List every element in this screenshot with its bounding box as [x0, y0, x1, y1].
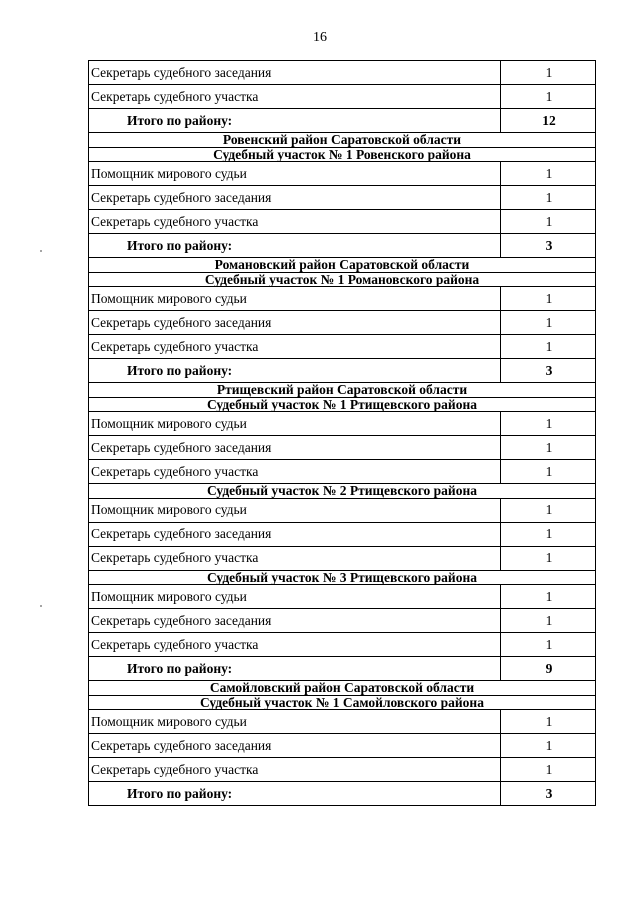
section-header-row: [89, 570, 596, 585]
position-count: 1: [501, 758, 596, 782]
position-name: Секретарь судебного заседания: [89, 61, 501, 85]
position-row: [89, 436, 596, 460]
section-header: Судебный участок № 2 Ртищевского района: [89, 484, 596, 499]
position-row: [89, 335, 596, 359]
position-count: 1: [501, 585, 596, 609]
position-count: 1: [501, 498, 596, 522]
section-header-row: [89, 258, 596, 273]
section-header-row: [89, 681, 596, 696]
position-name: Помощник мирового судьи: [89, 585, 501, 609]
section-header-row: [89, 484, 596, 499]
position-row: [89, 498, 596, 522]
total-count: 12: [501, 109, 596, 133]
section-header: Ровенский район Саратовской области: [89, 133, 596, 148]
staff-table: [88, 60, 596, 806]
position-row: [89, 734, 596, 758]
position-count: 1: [501, 734, 596, 758]
position-row: [89, 710, 596, 734]
section-header: Судебный участок № 1 Ртищевского района: [89, 397, 596, 412]
section-header-row: [89, 695, 596, 710]
position-row: [89, 633, 596, 657]
district-total-row: [89, 109, 596, 133]
position-name: Секретарь судебного заседания: [89, 609, 501, 633]
position-name: Помощник мирового судьи: [89, 498, 501, 522]
section-header-row: [89, 147, 596, 162]
position-count: 1: [501, 609, 596, 633]
position-name: Секретарь судебного участка: [89, 633, 501, 657]
position-name: Секретарь судебного участка: [89, 85, 501, 109]
position-name: Помощник мирового судьи: [89, 412, 501, 436]
position-name: Секретарь судебного заседания: [89, 186, 501, 210]
total-label: Итого по району:: [89, 234, 501, 258]
position-count: 1: [501, 287, 596, 311]
page-number: 16: [313, 30, 327, 45]
total-count: 3: [501, 782, 596, 806]
position-name: Секретарь судебного участка: [89, 335, 501, 359]
position-count: 1: [501, 162, 596, 186]
position-name: Секретарь судебного заседания: [89, 734, 501, 758]
total-count: 3: [501, 359, 596, 383]
position-count: 1: [501, 311, 596, 335]
position-name: Секретарь судебного участка: [89, 210, 501, 234]
district-total-row: [89, 359, 596, 383]
position-row: [89, 61, 596, 85]
binding-mark: [40, 250, 42, 252]
total-label: Итого по району:: [89, 657, 501, 681]
position-name: Секретарь судебного заседания: [89, 436, 501, 460]
position-row: [89, 585, 596, 609]
staff-table-body: [89, 61, 596, 806]
section-header: Ртищевский район Саратовской области: [89, 383, 596, 398]
position-count: 1: [501, 85, 596, 109]
section-header-row: [89, 272, 596, 287]
position-name: Секретарь судебного заседания: [89, 522, 501, 546]
position-name: Помощник мирового судьи: [89, 287, 501, 311]
section-header-row: [89, 133, 596, 148]
section-header: Романовский район Саратовской области: [89, 258, 596, 273]
total-label: Итого по району:: [89, 359, 501, 383]
position-row: [89, 210, 596, 234]
district-total-row: [89, 234, 596, 258]
position-row: [89, 460, 596, 484]
position-name: Секретарь судебного участка: [89, 758, 501, 782]
total-count: 9: [501, 657, 596, 681]
section-header: Судебный участок № 3 Ртищевского района: [89, 570, 596, 585]
position-name: Секретарь судебного участка: [89, 546, 501, 570]
position-row: [89, 758, 596, 782]
position-row: [89, 609, 596, 633]
position-count: 1: [501, 186, 596, 210]
position-row: [89, 162, 596, 186]
section-header-row: [89, 383, 596, 398]
position-count: 1: [501, 633, 596, 657]
position-count: 1: [501, 412, 596, 436]
section-header: Самойловский район Саратовской области: [89, 681, 596, 696]
section-header: Судебный участок № 1 Ровенского района: [89, 147, 596, 162]
position-count: 1: [501, 436, 596, 460]
position-row: [89, 186, 596, 210]
position-count: 1: [501, 522, 596, 546]
position-name: Секретарь судебного участка: [89, 460, 501, 484]
position-name: Секретарь судебного заседания: [89, 311, 501, 335]
position-count: 1: [501, 710, 596, 734]
position-row: [89, 287, 596, 311]
position-row: [89, 522, 596, 546]
position-row: [89, 85, 596, 109]
position-name: Помощник мирового судьи: [89, 162, 501, 186]
section-header-row: [89, 397, 596, 412]
binding-mark: [40, 605, 42, 607]
total-label: Итого по району:: [89, 782, 501, 806]
district-total-row: [89, 782, 596, 806]
position-row: [89, 412, 596, 436]
total-label: Итого по району:: [89, 109, 501, 133]
position-count: 1: [501, 460, 596, 484]
district-total-row: [89, 657, 596, 681]
total-count: 3: [501, 234, 596, 258]
position-count: 1: [501, 335, 596, 359]
position-count: 1: [501, 210, 596, 234]
section-header: Судебный участок № 1 Романовского района: [89, 272, 596, 287]
position-row: [89, 311, 596, 335]
position-count: 1: [501, 546, 596, 570]
position-row: [89, 546, 596, 570]
section-header: Судебный участок № 1 Самойловского района: [89, 695, 596, 710]
position-name: Помощник мирового судьи: [89, 710, 501, 734]
position-count: 1: [501, 61, 596, 85]
